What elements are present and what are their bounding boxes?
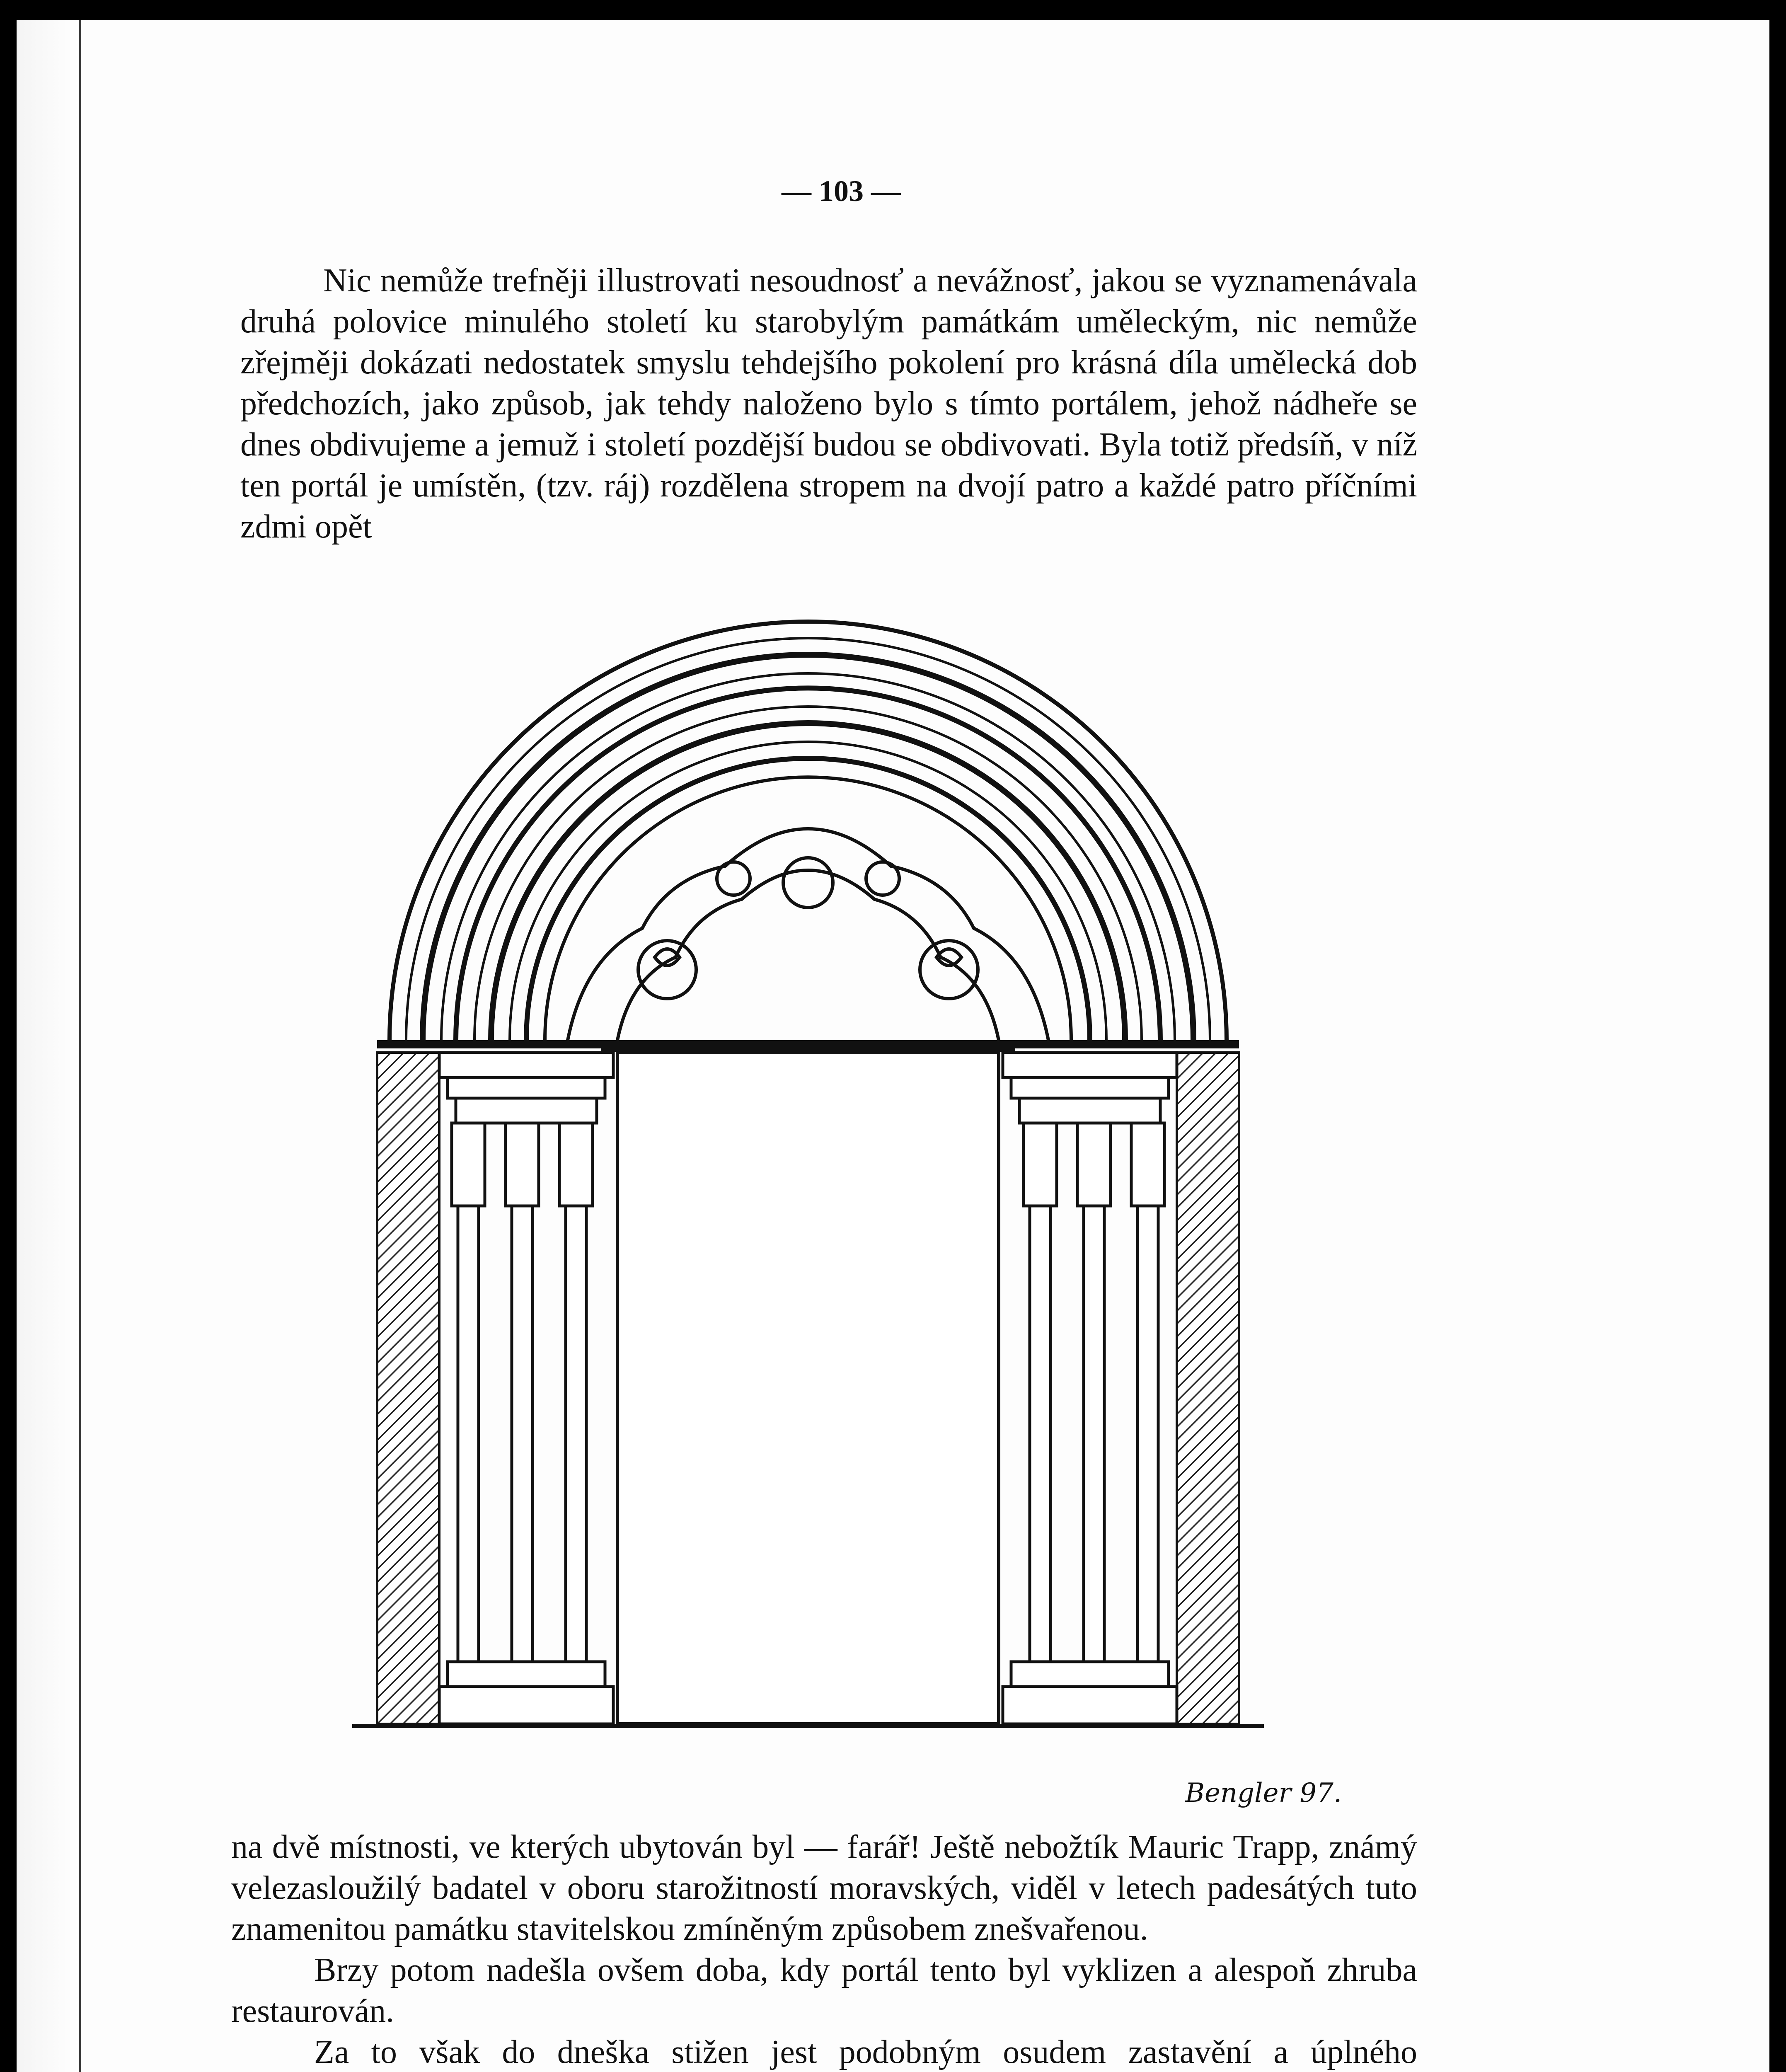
illustrator-signature: Bengler 97. — [1185, 1778, 1342, 1808]
top-text-block — [240, 260, 1417, 547]
ground-line — [352, 1724, 1264, 1728]
paragraph: Brzy potom nadešla ovšem doba, kdy portál tento byl vyklizen a alespoň zhruba restaurován. — [231, 1952, 1417, 2029]
tympanum-ornament — [568, 829, 1048, 1040]
paragraph: Za to však do dneška stižen jest podobným osudem zastavění a úplného — [314, 2034, 1417, 2070]
paragraph: Nic nemůže trefněji illustrovati nesoudnosť a nevážnosť, jakou se vyznamenávala druhá polovice minulého století ku starobylým památkám uměleckým, nic nemůže zřejměji dokázati nedostatek smyslu tehdejšího pokolení pro krásná díla umělecká dob předchozích, jako způsob, jak tehdy naloženo bylo s tímto portálem, jehož nádheře se dnes obdivujeme a jemuž i století pozdější budou se obdivovati. Byla totiž předsíň, v níž ten portál je umístěn, (tzv. ráj) rozdělena stropem na dvojí patro a každé patro příčními zdmi opět — [240, 262, 1417, 545]
left-jamb — [377, 1053, 439, 1724]
scan-border-right — [1769, 0, 1786, 2072]
door-opening — [617, 1053, 999, 1724]
archivolt — [390, 622, 1227, 1040]
scan-border-left — [0, 0, 17, 2072]
paragraph: na dvě místnosti, ve kterých ubytován byl — farář! Ještě nebožtík Mauric Trapp, známý velezasloužilý badatel v oboru starožitností moravských, viděl v letech padesátých tuto znamenitou památku stavitelskou zmíněným způsobem znešvařenou. — [231, 1829, 1417, 1947]
bottom-text-block — [231, 1827, 1417, 2072]
right-columns — [1003, 1053, 1177, 1724]
scan-border-top — [0, 0, 1786, 20]
previous-page-edge — [17, 20, 81, 2072]
left-columns — [439, 1053, 613, 1724]
right-jamb — [1177, 1053, 1239, 1724]
lintel — [377, 1040, 1239, 1048]
page-number: — 103 — — [782, 174, 901, 208]
portal-illustration — [352, 613, 1347, 1774]
